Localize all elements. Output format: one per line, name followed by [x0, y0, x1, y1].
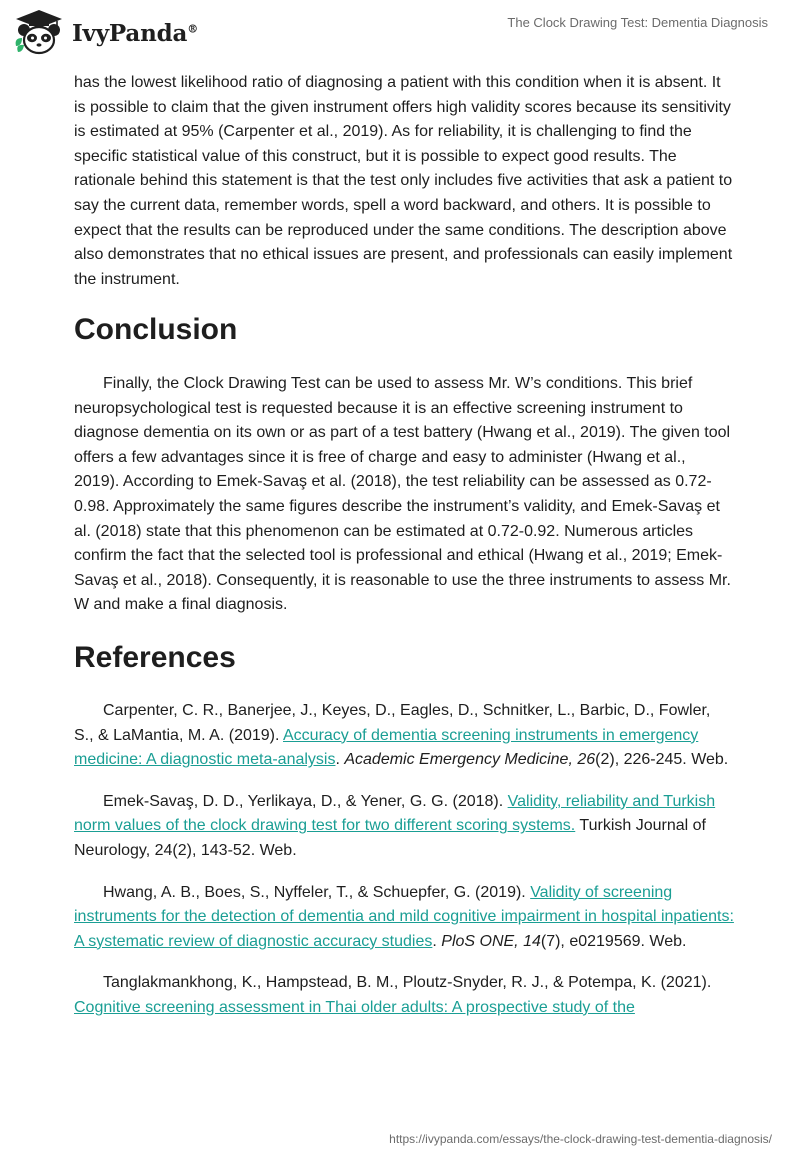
reference-link[interactable]: Cognitive screening assessment in Thai older adults: A prospective study of the	[74, 998, 635, 1016]
panda-mascot-icon	[12, 8, 66, 58]
conclusion-heading: Conclusion	[74, 313, 238, 346]
reference-link[interactable]: Validity of screening instruments for the detection of dementia and mild cognitive impairment in hospital inpatients: A systematic review of diagnostic accuracy studies	[74, 883, 734, 950]
references-list	[74, 699, 734, 1038]
logo-wordmark: IvyPanda®	[72, 19, 198, 47]
page-header	[0, 0, 800, 70]
body-paragraph: has the lowest likelihood ratio of diagnosing a patient with this condition when it is absent. It is possible to claim that the given instrument offers high validity scores because its sensitivity is estimated at 95% (Carpenter et al., 2019). As for reliability, it is challenging to find the specific statistical value of this construct, but it is possible to expect good results. The rationale behind this statement is that the test only includes five activities that ask a patient to say the current data, remember words, spell a word backward, and others. It is possible to expect that the results can be reproduced under the same conditions. The description above also demonstrates that no ethical issues are present, and professionals can easily implement the instrument.	[74, 74, 733, 288]
footer-url[interactable]: https://ivypanda.com/essays/the-clock-drawing-test-dementia-diagnosis/	[389, 1132, 772, 1146]
conclusion-paragraph: Finally, the Clock Drawing Test can be used to assess Mr. W’s conditions. This brief neuropsychological test is requested because it is an effective screening instrument to diagnose dementia on its own or as part of a test battery (Hwang et al., 2019). The given tool offers a few advantages since it is free of charge and easy to administer (Hwang et al., 2019). According to Emek-Savaş et al. (2018), the test reliability can be assessed as 0.72-0.98. Approximately the same figures describe the instrument’s validity, and Emek-Savaş et al. (2018) state that this phenomenon can be estimated at 0.72-0.92. Numerous articles confirm the fact that the selected tool is professional and ethical (Hwang et al., 2019; Emek-Savaş et al., 2018). Consequently, it is reasonable to use the three instruments to assess Mr. W and make a final diagnosis.	[74, 375, 731, 614]
ivypanda-logo[interactable]	[12, 8, 198, 58]
reference-link[interactable]: Accuracy of dementia screening instruments in emergency medicine: A diagnostic meta-analysis	[74, 726, 699, 769]
references-heading: References	[74, 641, 236, 674]
document-title: The Clock Drawing Test: Dementia Diagnosis	[507, 15, 768, 30]
reference-link[interactable]: Validity, reliability and Turkish norm values of the clock drawing test for two different scoring systems.	[74, 792, 716, 835]
reference-item: Tanglakmankhong, K., Hampstead, B. M., Ploutz-Snyder, R. J., & Potempa, K. (2021). Cognitive screening assessment in Thai older adults: A prospective study of the	[74, 974, 712, 1016]
reference-item: Carpenter, C. R., Banerjee, J., Keyes, D., Eagles, D., Schnitker, L., Barbic, D., Fowler, S., & LaMantia, M. A. (2019). Accuracy of dementia screening instruments in emergency medicine: A diagnostic meta-analysis. Academic Emergency Medicine, 26(2), 226-245. Web.	[74, 702, 729, 769]
reference-item: Hwang, A. B., Boes, S., Nyffeler, T., & Schuepfer, G. (2019). Validity of screening instruments for the detection of dementia and mild cognitive impairment in hospital inpatients: A systematic review of diagnostic accuracy studies. PloS ONE, 14(7), e0219569. Web.	[74, 883, 734, 950]
reference-item: Emek-Savaş, D. D., Yerlikaya, D., & Yener, G. G. (2018). Validity, reliability and Turkish norm values of the clock drawing test for two different scoring systems. Turkish Journal of Neurology, 24(2), 143-52. Web.	[74, 792, 716, 859]
